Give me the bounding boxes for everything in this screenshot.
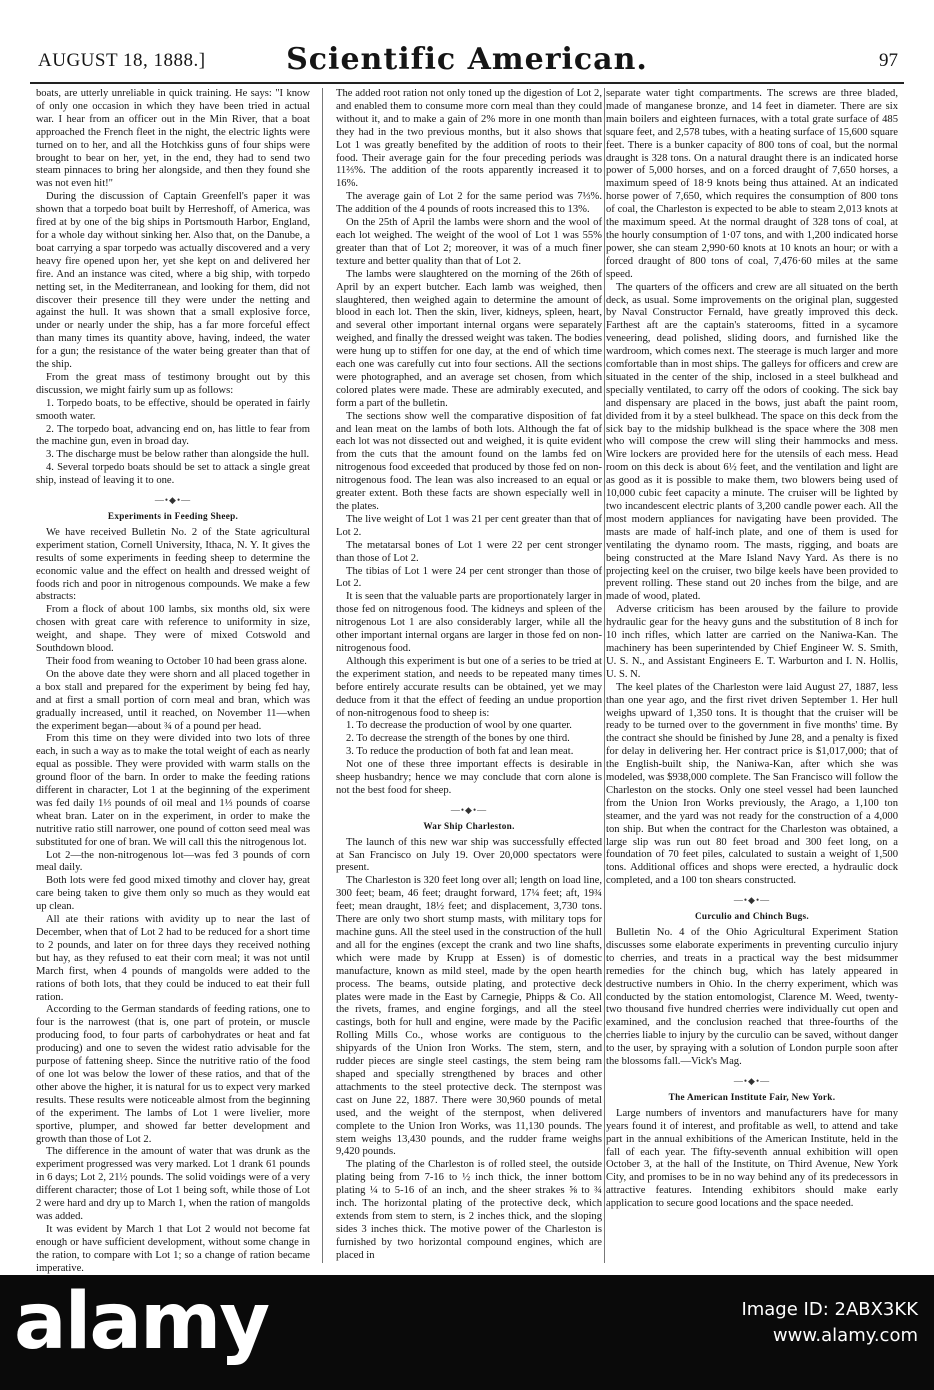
paragraph: The lambs were slaughtered on the morning of the 26th of April by an expert butcher. Each lamb was weighed, then slaughtered, then weighed again to determine the amount of blood in each lot. Then the skin, liver, kidneys, spleen, heart, and several other important internal organs were separately weighed, and finally the dressed weight was taken. The bodies were hung up to stiffen for one day, at the end of which time each one was carefully cut into four sections. All the sections were photographed, and an average set chosen, from which colored plates were made. These are admirably executed, and form a part of the bulletin.: [336, 268, 602, 409]
alamy-logo: alamy: [14, 1277, 269, 1367]
masthead: [30, 38, 904, 84]
page-number: 97: [879, 50, 898, 71]
list-item: 2. To decrease the strength of the bones by one third.: [346, 733, 570, 745]
paragraph: Large numbers of inventors and manufacturers have for many years found it of interest, and profitable as well, to attend and take part in the annual exhibitions of the American Institute, held in the fall of each year. The fifty-seventh annual exhibition will open October 3, at the hall of the Institute, on Third Avenue, New York City, and promises to be in no way behind any of its predecessors in attractive features. Intending exhibitors should make early application to secure good locations and the space needed.: [606, 1107, 898, 1210]
section-ornament: —•◆•—: [450, 804, 488, 815]
list-item: 4. Several torpedo boats should be set to attack a single great ship, instead of leaving it to one.: [36, 462, 310, 487]
column-2: [336, 88, 602, 1263]
list-item: 2. The torpedo boat, advancing end on, has little to fear from the machine gun, even in broad day.: [36, 423, 310, 448]
paragraph: It is seen that the valuable parts are proportionately larger in those fed on nitrogenous food. The kidneys and spleen of the nitrogenous Lot 1 are also considerably larger, while all the other important internal organs are larger in those fed on non-nitrogenous food.: [336, 591, 602, 654]
list-item: 1. Torpedo boats, to be effective, should be operated in fairly smooth water.: [36, 397, 310, 422]
paragraph: From this time on they were divided into two lots of three each, in such a way as to make the total weight of each as nearly equal as possible. They were provided with warm stalls on the ground floor of the barn. In order to make the feeding rations different in character, Lot 1 at the beginning of the experiment was fed daily 1⅓ pounds of oil meal and 1⅓ pounds of coarse wheat bran. Later on in the experiment, in order to make the nutritive ratio still narrower, one pound of cotton seed meal was substituted for one of bran. We will call this the nitrogenous lot.: [36, 733, 310, 848]
paragraph: The sections show well the comparative disposition of fat and lean meat on the lambs of both lots. Although the fat of each lot was not dissected out and weighed, it is quite evident from the cuts that the amount found on the lambs fed on nitrogenous food exceeded that produced by those fed on non-nitrogenous food. The lean was also increased to an equal or greater extent. Both these facts are shown especially well in the plates.: [336, 410, 602, 512]
paragraph: The average gain of Lot 2 for the same period was 7⅓%. The addition of the 4 pounds of roots increased this to 13%.: [336, 191, 602, 216]
section-ornament: —•◆•—: [154, 495, 192, 506]
issue-date: AUGUST 18, 1888.]: [38, 50, 206, 71]
paragraph: Their food from weaning to October 10 had been grass alone.: [46, 655, 307, 667]
article-heading-institute-fair: The American Institute Fair, New York.: [668, 1091, 836, 1102]
paragraph: The difference in the amount of water that was drunk as the experiment progressed was very marked. Lot 1 drank 61 pounds in 6 days; Lot 2, 21½ pounds. The solid voidings were of a very different character; those of Lot 1 being soft, while those of Lot 2 were hard and dry up to March 1, when the ration of mangolds was added.: [36, 1146, 310, 1222]
paragraph: From a flock of about 100 lambs, six months old, six were chosen with great care with reference to uniformity in size, weight, and shape. They were of mixed Cotswold and Southdown blood.: [36, 604, 310, 655]
site-url: www.alamy.com: [772, 1325, 918, 1346]
column-rule: [604, 88, 605, 1263]
article-heading-curculio: Curculio and Chinch Bugs.: [694, 911, 810, 922]
paragraph: On the 25th of April the lambs were shorn and the wool of each lot weighed. The weight of the wool of Lot 1 was 55% greater than that of Lot 2; moreover, it was of a much finer texture and better quality than that of Lot 2.: [336, 217, 602, 267]
paragraph: The added root ration not only toned up the digestion of Lot 2, and enabled them to consume more corn meal than they could without it, and to make a gain of 2% more in one month than they had in the two previous months, but it also shows that Lot 1 was greatly benefited by the addition of roots to their food. Their average gain for the four preceding periods was 11⅔%. The addition of the roots apparently increased it to 16%.: [336, 88, 602, 190]
summary-list: [36, 398, 310, 488]
paragraph: The metatarsal bones of Lot 1 were 22 per cent stronger than those of Lot 2.: [336, 539, 602, 564]
paragraph: The live weight of Lot 1 was 21 per cent greater than that of Lot 2.: [336, 513, 602, 538]
paragraph: The launch of this new war ship was successfully effected at San Francisco on July 19. Over 20,000 spectators were present.: [336, 836, 602, 874]
paragraph: Adverse criticism has been aroused by the failure to provide hydraulic gear for the heavy guns and the substitution of 8 inch for 10 inch rifles, which latter are carried on the Naniwa-Kan. The machinery has been superintended by Chief Engineer W. S. Smith, U. S. N., and Assistant Engineers E. T. Warburton and I. N. Hollis, U. S. N.: [606, 604, 898, 680]
publication-title: Scientific American.: [286, 42, 648, 77]
list-item: 1. To decrease the production of wool by one quarter.: [346, 720, 572, 732]
paragraph: It was evident by March 1 that Lot 2 would not become fat enough or have sufficient development, without some change in the ration, to compare with Lot 1; so a change of ration became imperative.: [36, 1223, 310, 1274]
paragraph: Both lots were fed good mixed timothy and clover hay, great care being taken to give them only so much as they would eat up clean.: [36, 875, 310, 913]
paragraph: The quarters of the officers and crew are all situated on the berth deck, as usual. Some improvements on the original plan, suggested by Naval Constructor Fernald, have greatly improved this deck. Farthest aft are the captain's staterooms, fitted in a sycamore veneering, dead polished, sliding doors, and furnished like the wardroom, which comes next. The steerage is much larger and more comfortable than in most ships. The galleys for officers and crew are situated in the center of the ship, inclosed in a steel bulkhead and specially ventilated, to carry off the odors of cooking. The sick bay and dispensary are placed in the bows, just abaft the paint room, divided from it by a steel bulkhead. The space on this deck from the sick bay to the midship bulkhead is the space where the 308 men who will compose the crew will sling their hammocks and mess. Wire lockers are provided here for the utensils of each mess. Head room on this deck is about 6½ feet, and the ventilation and light are as good as it is possible to make them, two blowers being used of 10,000 cubic feet capacity a minute. The cruiser will be lighted by two incandescent electric plants of 3,200 candle power each. All the most modern appliances for navigating have been provided. The masts are made of half-inch plate, and one of them is used for ventilating the dynamo room. The masts, rigging, and boats are being constructed at the Mare Island Navy Yard. As there is no projecting keel on the cruiser, two bilge keels have been provided to prevent rolling. These stand out 20 inches from the bilge, and are made of wood, plated.: [606, 281, 898, 603]
article-heading-charleston: War Ship Charleston.: [423, 820, 515, 831]
paragraph: The Charleston is 320 feet long over all; length on load line, 300 feet; beam, 46 feet; draught forward, 17¼ feet; aft, 19¾ feet; mean draught, 18½ feet; and displacement, 3,730 tons. There are only two short stump masts, with military tops for machine guns. All the steel used in the construction of the hull and all for the engines (except the crank and two line shafts, which were made by Krupp at Essen) is of domestic manufacture, known as mild steel, made by the open hearth process. The beams, outside plating, and protective deck plates were made in the East by Carnegie, Phipps & Co. All the rivets, frames, and engine forgings, and all the steel castings, both for hull and engine, were made by the Pacific Rolling Mills Co., whose works are contiguous to the shipyards of the Union Iron Works. The stem, stern, and rudder pieces are single steel castings, the stem being ram shaped and specially strengthened by braces and other attachments to the steel protective deck. The sternpost was cast on June 22, 1887. There were 30,960 pounds of metal used, and the weight of the sternpost, when delivered complete to the Union Iron Works, was 11,130 pounds. The stem weighs 13,430 pounds, and the rudder frame weighs 9,420 pounds.: [336, 875, 602, 1158]
paragraph: Bulletin No. 4 of the Ohio Agricultural Experiment Station discusses some elaborate experiments in preventing curculio injury to cherries, and treats in a practical way the best midsummer remedies for the chinch bug, which has lately appeared in destructive numbers in Ohio. In the cherry experiment, which was conducted by the station entomologist, Clarence M. Weed, twenty-two thousand five hundred cherries were individually cut open and examined, and the conclusion reached that three-fourths of the cherries liable to injury by the curculio can be saved, without danger to the user, by spraying with a solution of London purple soon after the blossoms fall.—Vick's Mag.: [606, 927, 898, 1068]
paragraph: During the discussion of Captain Greenfell's paper it was shown that a torpedo boat built by Herreshoff, of America, was fired at by one of the big ships in Portsmouth Harbor, England, for a whole day without sinking her. Also that, on the Danube, a boat carrying a spar torpedo was actually discovered and a very heavy fire opened upon her, yet she kept on and delivered her fire. And an instance was cited, where a big ship, with torpedo netting set, in the Mediterranean, and looking for them, did not discover their presence till they were under the netting and against the hull. It was shown that a small explosive force, under or nearly under the ship, has a far more forceful effect than many times its quantity above, having, indeed, the water for a gun; the resistance of the water being greater than that of the ship.: [36, 191, 310, 371]
paragraph: The plating of the Charleston is of rolled steel, the outside plating being from 7-16 to ½ inch thick, the inner bottom plating ¼ to 5-16 of an inch, and the sheer strakes ⅝ to ¾ inch. The horizontal plating of the protective deck, which extends from stem to stern, is 2 inches thick, and the sloping sides 3 inches thick. The motive power of the Charleston is furnished by two horizontal compound engines, which are placed in: [336, 1159, 602, 1261]
paragraph: separate water tight compartments. The screws are three bladed, made of manganese bronze, and 14 feet in diameter. There are six main boilers and eighteen furnaces, with a total grate surface of 485 square feet, and 2,578 tubes, with a heating surface of 15,600 square feet. There is a bunker capacity of 800 tons of coal, but the normal draught is 328 tons. On a natural draught there is an indicated horse power of 5,000 horses, and on a forced draught of 7,650 horses, a maximum speed of 18·9 knots being thus attained. At an indicated horse power of 7,650, which requires the consumption of 800 tons of coal, the Charleston is expected to be able to steam 2,013 knots at the maximum speed. At the normal draught of 328 tons of coal, at the hourly consumption of 1·07 tons, and with 1,200 indicated horse power, she can steam 2,990·60 knots at 10 knots an hour; or with a forced draught of 800 tons of coal, 7,476·60 miles at the same speed.: [606, 88, 898, 280]
paragraph: On the above date they were shorn and all placed together in a box stall and prepared for the experiment by being fed hay, and at first a small portion of corn meal and bran, which was gradually increased, until it reached, on November 11—when the experiment began—about ¾ of a pound per head.: [36, 668, 310, 732]
paragraph: boats, are utterly unreliable in quick training. He says: "I know of only one occasion in which they have been tried in actual war. I hear from an officer out in the Min River, that a boat approached the French fleet in the night, the electric lights were turned on to her, and all the Hotchkiss guns of four ships were brought to bear on her, yet, in the end, they had to send two steam pinnaces to bring her alongside, and then they found she was not even hit!": [36, 88, 310, 190]
section-ornament: —•◆•—: [733, 1075, 771, 1086]
paragraph: From the great mass of testimony brought out by this discussion, we might fairly sum up as follows:: [36, 371, 310, 396]
paragraph: All ate their rations with avidity up to near the last of December, when that of Lot 2 had to be reduced for a short time to 2 pounds, and later on for three days they received nothing but hay, as they refused to eat their corn meal; it was not until March first, when 4 pounds of mangolds were added to the rations of both lots, that they could be induced to eat their full ration.: [36, 914, 310, 1003]
paragraph: The tibias of Lot 1 were 24 per cent stronger than those of Lot 2.: [336, 565, 602, 590]
paragraph: Although this experiment is but one of a series to be tried at the experiment station, and needs to be repeated many times before entirely accurate results can be obtained, yet we may deduce from it that the effect of feeding an undue proportion of non-nitrogenous food to sheep is:: [336, 655, 602, 719]
column-1: [36, 88, 310, 1274]
stock-watermark-banner: [0, 1275, 934, 1390]
image-id-label: Image ID: 2ABX3KK: [741, 1299, 918, 1320]
list-item: 3. The discharge must be below rather than alongside the hull.: [46, 449, 310, 461]
paragraph: We have received Bulletin No. 2 of the State agricultural experiment station, Cornell University, Ithaca, N. Y. It gives the results of some experiments in feeding sheep to determine the economic value and the effect on health and dressed weight of foods rich and poor in nitrogenous compounds. We make a few abstracts:: [36, 526, 310, 603]
conclusions-list: [336, 720, 602, 759]
paragraph: According to the German standards of feeding rations, one to four is the narrowest (that is, one part of protein, or muscle producing food, to four parts of carbohydrates or heat and fat producing) and one to seven the widest ratio advisable for the purpose of fattening sheep. Since the nutritive ratio of the food of one lot was below the lower of these ratios, and that of the other above the higher, it is natural for us to expect very marked results. These results were noticeable almost from the beginning of the experiment. The lambs of Lot 1 were livelier, more sportive, plumper, and showed far better development and growth than those of Lot 2.: [36, 1004, 310, 1145]
paragraph: Not one of these three important effects is desirable in sheep husbandry; hence we may conclude that corn alone is not the best food for sheep.: [336, 759, 602, 796]
list-item: 3. To reduce the production of both fat and lean meat.: [346, 746, 574, 758]
paragraph: The keel plates of the Charleston were laid August 27, 1887, less than one year ago, and the first rivet driven September 1. Her hull weighs upward of 1,350 tons. It is thought that the cruiser will be ready to be turned over to the government in five months' time. By the contract she should be finished by June 28, and a penalty is fixed for delay in delivering her. Her contract price is $1,017,000; that of the English-built ship, the Naniwa-Kan, after which she was modeled, was $938,000 complete. The San Francisco will follow the Charleston on the stocks. Only one steel vessel had been launched from the Union Iron Works previously, the Arago, a 1,100 ton steamer, and the yard was not ready for the construction of a 4,000 ton ship. But when the contract for the Charleston was obtained, a large slip was run out 80 feet broad and 300 feet long, on a foundation of 70 feet piles, calculated to sustain a weight of 1,500 tons. Additional offices and shops were erected, a hydraulic dock completed, and a 100 ton shears constructed.: [606, 681, 898, 887]
article-heading-sheep: Experiments in Feeding Sheep.: [107, 511, 239, 521]
paragraph: Lot 2—the non-nitrogenous lot—was fed 3 pounds of corn meal daily.: [36, 849, 310, 874]
column-rule: [322, 88, 323, 1263]
section-ornament: —•◆•—: [733, 895, 771, 906]
column-3: [606, 88, 898, 1263]
watermark-info: [741, 1297, 918, 1349]
